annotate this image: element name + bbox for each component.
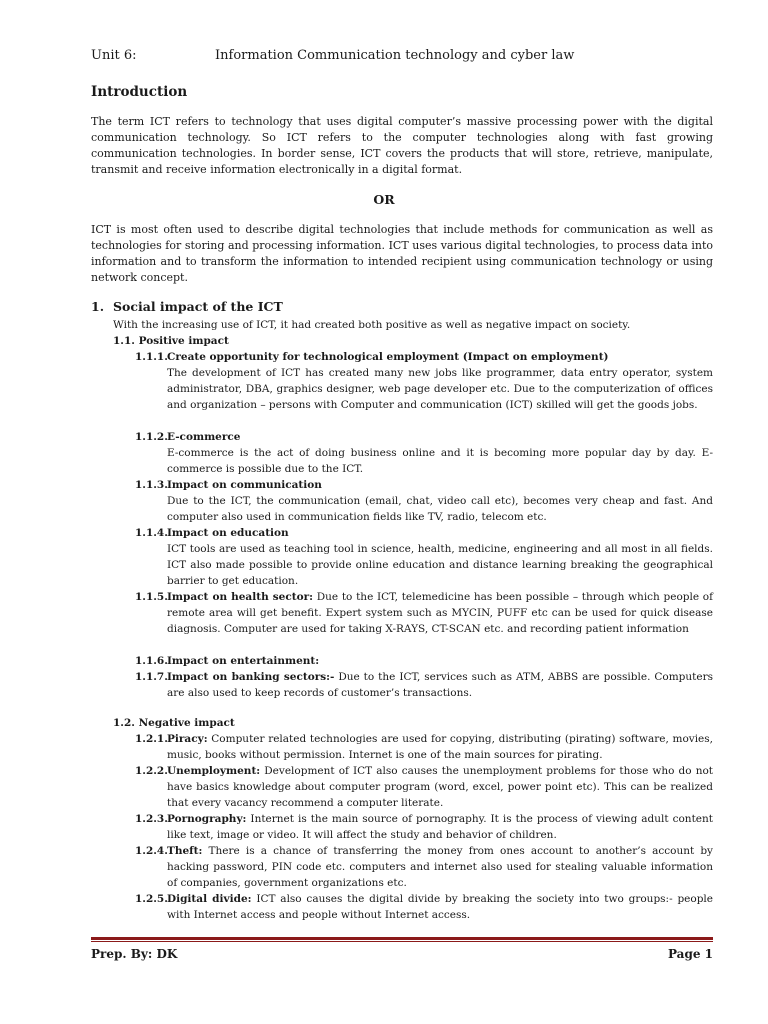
list-item: [135, 669, 713, 701]
footer-page-number: Page 1: [667, 947, 713, 961]
item-title: Digital divide:: [167, 893, 252, 905]
list-item: [135, 843, 713, 891]
or-separator: OR: [373, 192, 395, 207]
footer-rule-thick: [91, 937, 713, 940]
item-body: The development of ICT has created many new jobs like programmer, data entry operator, system administrator, DBA, graphics designer, web page developer etc. Due to the computerization of offices and organization – persons with Computer and communication (ICT) skilled will get the goods jobs.: [167, 367, 713, 411]
item-title: Impact on education: [167, 527, 289, 539]
item-title: Impact on health sector:: [167, 591, 313, 603]
item-number: 1.2.2.: [135, 765, 168, 777]
item-title: Pornography:: [167, 813, 247, 825]
item-number: 1.1.3.: [135, 479, 168, 491]
item-title: E-commerce: [167, 431, 241, 443]
footer-rule-thin: [91, 941, 713, 942]
intro-paragraph-2: ICT is most often used to describe digital technologies that include methods for communication as well as technologies for storing and processing information. ICT uses various digital technologies, to process data into information and to transform the information to intended recipient using communication technology or using network concept.: [91, 223, 713, 284]
item-body: ICT tools are used as teaching tool in science, health, medicine, engineering and all most in all fields. ICT also made possible to provide online education and distance learning breaking the geographical barrier to get education.: [167, 543, 713, 587]
list-item: [135, 891, 713, 923]
item-number: 1.2.5.: [135, 893, 168, 905]
item-number: 1.1.7.: [135, 671, 168, 683]
header-unit: Unit 6:: [91, 48, 137, 63]
item-title: Create opportunity for technological employment (Impact on employment): [167, 351, 609, 363]
list-item: [135, 811, 713, 843]
section-heading: [91, 299, 283, 314]
item-number: 1.1.1.: [135, 351, 168, 363]
item-number: 1.1.2.: [135, 431, 168, 443]
item-number: 1.2.3.: [135, 813, 168, 825]
intro-paragraph-1: The term ICT refers to technology that uses digital computer’s massive processing power with the digital communication technology. So ICT refers to the computer technologies along with fast growing communication technologies. In border sense, ICT covers the products that will store, retrieve, manipulate, transmit and receive information electronically in a digital format.: [91, 115, 713, 176]
section-lead: With the increasing use of ICT, it had created both positive as well as negative impact on society.: [113, 319, 631, 331]
item-number: 1.2.1.: [135, 733, 168, 745]
item-body: Internet is the main source of pornography. It is the process of viewing adult content like text, image or video. It will affect the study and behavior of children.: [167, 813, 713, 841]
negative-impact-heading: 1.2. Negative impact: [113, 717, 235, 729]
item-body: Computer related technologies are used for copying, distributing (pirating) software, movies, music, books without permission. Internet is one of the main sources for pirating.: [167, 733, 713, 761]
section-number: 1.: [91, 299, 105, 314]
item-body: There is a chance of transferring the money from ones account to another’s account by hacking password, PIN code etc. computers and internet also used for stealing valuable information of companies, government organizations etc.: [167, 845, 713, 889]
item-title: Impact on banking sectors:-: [167, 671, 335, 683]
item-number: 1.2.4.: [135, 845, 168, 857]
list-item: [135, 477, 713, 525]
item-title: Piracy:: [167, 733, 208, 745]
list-item: [135, 429, 713, 477]
list-item: [135, 349, 713, 413]
list-item: [135, 589, 713, 637]
positive-impact-heading: 1.1. Positive impact: [113, 335, 229, 347]
item-body: Due to the ICT, the communication (email, chat, video call etc), becomes very cheap and fast. And computer also used in communication fields like TV, radio, telecom etc.: [167, 495, 713, 523]
list-item: [135, 763, 713, 811]
intro-heading: Introduction: [91, 84, 188, 100]
list-item: [135, 525, 713, 589]
item-title: Impact on communication: [167, 479, 322, 491]
section-title: Social impact of the ICT: [113, 299, 283, 314]
header-title: Information Communication technology and cyber law: [215, 48, 575, 63]
item-number: 1.1.6.: [135, 655, 168, 667]
footer-author: Prep. By: DK: [91, 947, 178, 961]
item-body: ICT also causes the digital divide by breaking the society into two groups:- people with Internet access and people without Internet access.: [167, 893, 713, 921]
item-title: Unemployment:: [167, 765, 261, 777]
item-body: Development of ICT also causes the unemployment problems for those who do not have basics knowledge about computer program (word, excel, power point etc). This can be realized that every vacancy recommend a computer literate.: [167, 765, 713, 809]
item-title: Impact on entertainment:: [167, 655, 320, 667]
item-number: 1.1.4.: [135, 527, 168, 539]
item-title: Theft:: [167, 845, 203, 857]
item-body: Due to the ICT, services such as ATM, ABBS are possible. Computers are also used to keep records of customer’s transactions.: [167, 671, 713, 699]
item-body: E-commerce is the act of doing business online and it is becoming more popular day by day. E-commerce is possible due to the ICT.: [167, 447, 713, 475]
item-body: Due to the ICT, telemedicine has been possible – through which people of remote area will get benefit. Expert system such as MYCIN, PUFF etc can be used for quick disease diagnosis. Computer are used for taking X-RAYS, CT-SCAN etc. and recording patient information: [167, 591, 714, 635]
list-item: [135, 653, 713, 669]
list-item: [135, 731, 713, 763]
item-number: 1.1.5.: [135, 591, 168, 603]
